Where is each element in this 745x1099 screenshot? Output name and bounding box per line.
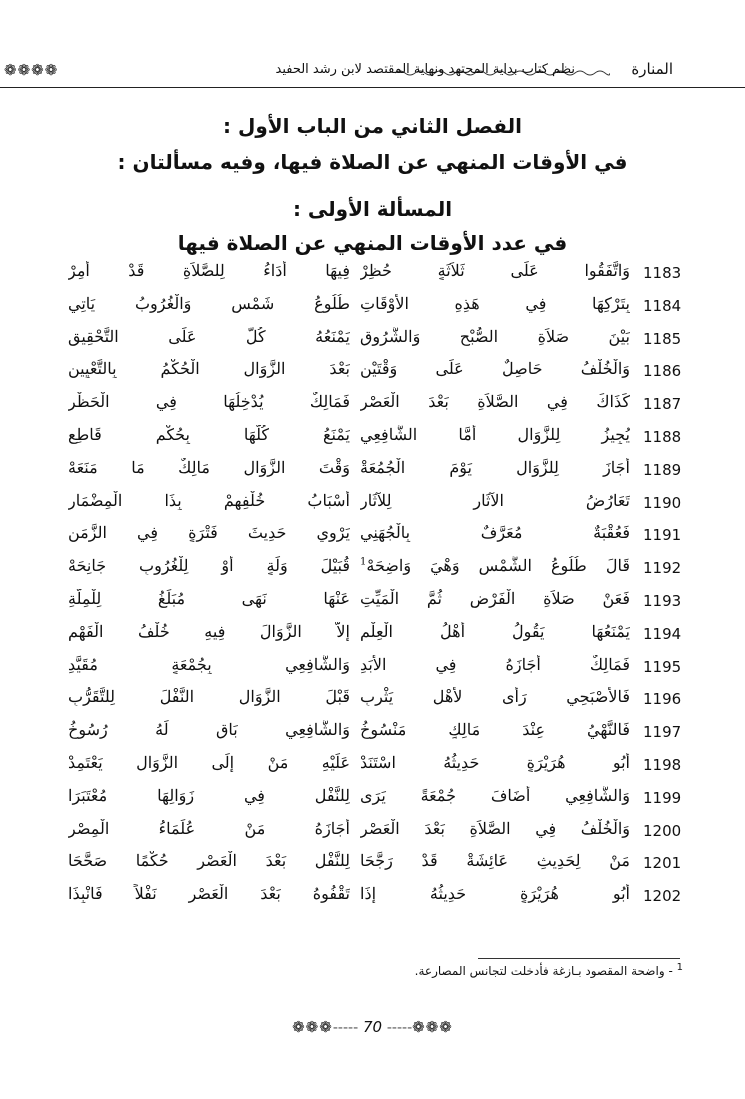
verse-second-hemistich: أَسْبَابُ خُلْفِهِمْ بِذَا الْمِضْمَارِ [68,490,350,510]
issue-title: المسألة الأولى : [292,197,453,221]
verse-first-hemistich [360,786,630,805]
verse-first-text: فَعُقْبَةٌ مُعَرَّفٌ بِالْجُهَنِي [360,523,630,543]
verse-second-hemistich: وَالشَّافِعِي بِجُمْعَةٍ مُقَيَّدِ [68,654,350,674]
verse-number: 1201 [643,854,682,873]
verse-second-hemistich: طُلُوعُ شَمْسٍ وَالْغُرُوبُ يَاتِي [68,293,350,313]
page-number-value: 70 [362,1018,383,1036]
verse-first-text: فَالنَّهْيُ عِنْدَ مَالِكٍ مَنْسُوخُ [360,720,630,740]
verse-row [0,291,745,324]
verse-second-hemistich: أَجَازَهُ مَنْ عُلَمَاءُ الْمِصْرِ [68,818,350,838]
verse-row [0,324,745,357]
verse-first-hemistich [360,622,630,641]
verse-first-text: فَمَالِكٌ أَجَازَهُ فِي الأَبَدِ [360,654,630,674]
verse-number: 1190 [643,493,682,512]
verse-footnote-marker: 1 [360,556,367,568]
verse-number: 1187 [643,395,682,414]
verse-row [0,848,745,881]
verse-first-hemistich [360,392,630,411]
verse-number: 1193 [643,591,682,610]
verse-row [0,816,745,849]
verse-first-hemistich [360,655,630,674]
verse-number: 1202 [643,887,682,906]
verse-row [0,455,745,488]
verse-row [0,356,745,389]
verse-first-hemistich [360,523,630,542]
verse-number: 1197 [643,723,682,742]
running-header [0,54,745,88]
verse-first-text: وَالشَّافِعِي أَضَافَ جُمْعَةً يَرَى [360,785,630,805]
verse-row [0,619,745,652]
verse-first-hemistich [360,687,630,706]
verse-row [0,258,745,291]
header-rule [0,87,745,88]
footnote-rule [478,958,680,959]
verse-first-text: وَاتَّفَقُوا عَلَى ثَلاَثَةٍ حُظِرْ [360,261,630,280]
verse-number: 1195 [643,657,682,676]
verse-first-text: يَمْنَعُهَا يَقُولُ أَهْلُ الْعِلْمِ [360,621,630,641]
verse-row [0,652,745,685]
verse-row [0,586,745,619]
verse-row [0,717,745,750]
verse-list [0,258,745,914]
verse-first-hemistich [360,327,630,346]
verse-number: 1200 [643,821,682,840]
verse-first-text: فَعَنْ صَلاَةِ الْفَرْضِ ثُمَّ الْمَيِّتِ [360,588,630,608]
verse-number: 1189 [643,460,682,479]
verse-row [0,488,745,521]
verse-second-hemistich: فَمَالِكٌ يُدْخِلُهَا فِي الْحَظْرِ [68,392,350,412]
verse-second-hemistich: قُبَيْلَ وَلَةٍ أَوْ لِلْغُرُوبِ جَانِحَهْ [68,556,350,576]
verse-second-hemistich: قَبْلَ الزَّوَالِ النَّفْلَ لِلتَّقَرُّبِ [68,687,350,707]
verse-number: 1198 [643,755,682,774]
verse-first-hemistich [360,720,630,739]
verse-second-hemistich: عَلَيْهِ مَنْ إِلَى الزَّوَالِ يَعْتَمِدْ [68,752,350,772]
verse-second-hemistich: بَعْدَ الزَّوَالِ الْحُكْمُ بِالتَّعْيِينِ [68,359,350,379]
verse-number: 1186 [643,362,682,381]
ornament-left-icon: ❁❁❁ [292,1018,333,1036]
page-number [0,1018,745,1036]
verse-row [0,520,745,553]
verse-second-hemistich: عَنْهَا نَهَى مُبَلِّغُ لِلْمِلَّةِ [68,588,350,608]
verse-first-hemistich [360,359,630,378]
verse-second-hemistich: تَقْفُوهُ بَعْدَ الْعَصْرِ نَفْلاً فَانْبِذَا [68,884,350,904]
verse-first-text: وَالْخُلْفُ فِي الصَّلاَةِ بَعْدَ الْعَصْرِ [360,818,630,838]
chapter-subtitle: في الأوقات المنهي عن الصلاة فيها، وفيه مسألتان : [117,150,628,174]
verse-number: 1183 [643,264,682,282]
verse-row [0,750,745,783]
verse-first-text: أَبُو هُرَيْرَةٍ حَدِيثُهُ اسْتَنَدْ [360,752,630,772]
running-title: نظم كتاب بداية المجتهد ونهاية المقتصد لابن رشد الحفيد [275,62,575,77]
verse-number: 1188 [643,427,682,446]
verse-first-hemistich [360,819,630,838]
footnote-marker: 1 [676,962,683,973]
verse-first-text: أَبُو هُرَيْرَةٍ حَدِيثُهُ إِذَا [360,884,630,904]
verse-second-hemistich: يَرْوِي حَدِيثَ فَتْرَةٍ فِي الزَّمَنِ [68,523,350,543]
dash-left: ----- [332,1018,359,1036]
verse-first-text: أَجَازَ لِلزَّوَالِ يَوْمَ الْجُمُعَةْ [360,457,630,477]
verse-row [0,422,745,455]
verse-first-hemistich [360,884,630,903]
verse-first-text: كَذَاكَ فِي الصَّلاَةِ بَعْدَ الْعَصْرِ [360,392,630,412]
verse-row [0,553,745,586]
verse-second-hemistich: لِلنَّفْلِ فِي زَوَالِهَا مُعْتَبَرَا [68,785,350,805]
verse-number: 1192 [643,559,682,578]
verse-first-text: يُجِيزُ لِلزَّوَالِ أَمَّا الشَّافِعِي [360,424,630,444]
verse-first-text: وَالْخُلْفُ حَاصِلٌ عَلَى وَقْتَيْنِ [360,359,630,379]
verse-number: 1191 [643,526,682,545]
verse-number: 1194 [643,624,682,643]
verse-second-hemistich: يَمْنَعُ كُلَّهَا بِحُكْمٍ قَاطِعِ [68,424,350,444]
ornament-right-icon: ❁❁❁ [412,1018,453,1036]
verse-first-hemistich [360,261,630,280]
verse-first-text: مَنْ لِحَدِيثِ عَائِشَةْ قَدْ رَجَّحَا [360,851,630,871]
verse-second-hemistich: وَقْتَ الزَّوَالِ مَالِكٌ مَا مَنَعَهْ [68,457,350,477]
verse-first-text: بَيْنَ صَلاَةِ الصُّبْحِ وَالشُّرُوقِ [360,326,630,346]
footnote [415,962,683,978]
verse-first-hemistich [360,851,630,870]
footnote-text: واضحة المقصود بـازغة فأدخلت لتجانس المصارعة. [414,964,665,978]
issue-subtitle: في عدد الأوقات المنهي عن الصلاة فيها [177,231,568,255]
verse-first-text: فَالأَصْبَحِي رَأَى لأَهْلِ يَثْرِبِ [360,687,630,707]
verse-second-hemistich: إِلاَّ الزَّوَالَ فِيهِ خُلْفُ الْفَهْمِ [68,621,350,641]
verse-row [0,881,745,914]
verse-row [0,389,745,422]
verse-number: 1196 [643,690,682,709]
headings [0,108,745,260]
verse-first-hemistich [360,458,630,477]
verse-first-text: قَالَ طُلُوعُ الشَّمْسِ وَهْيَ وَاضِحَهْ [366,556,630,576]
verse-number: 1184 [643,296,682,315]
verse-number: 1199 [643,788,682,807]
verse-first-hemistich [360,589,630,608]
verse-first-hemistich [360,491,630,510]
verse-second-hemistich: يَمْنَعُهُ كُلٌّ عَلَى التَّحْقِيقِ [68,326,350,346]
dash-right: ----- [386,1018,413,1036]
verse-row [0,684,745,717]
verse-second-hemistich: فِيهَا أَدَاءُ لِلصَّلاَةِ قَدْ أُمِرْ [68,261,350,280]
verse-row [0,783,745,816]
chapter-title: الفصل الثاني من الباب الأول : [223,114,522,138]
verse-second-hemistich: لِلنَّفْلِ بَعْدَ الْعَصْرِ حُكْمًا صَحَّحَا [68,851,350,871]
verse-second-hemistich: وَالشَّافِعِي بَاقٍ لَهُ رُسُوخُ [68,720,350,740]
verse-first-hemistich [360,753,630,772]
verse-first-hemistich [360,425,630,444]
verse-first-text: تَعَارُضُ الآثَارِ لِلآثَارِ [360,490,630,510]
verse-first-hemistich [360,556,630,575]
header-ornament-icon: ❁❁❁❁ [4,61,59,79]
verse-first-hemistich [360,294,630,313]
footnote-dash: - [668,964,673,978]
verse-number: 1185 [643,329,682,348]
verse-first-text: بِتَرْكِهَا فِي هَذِهِ الأَوْقَاتِ [360,293,630,313]
running-head-right: المنارة [631,60,673,78]
